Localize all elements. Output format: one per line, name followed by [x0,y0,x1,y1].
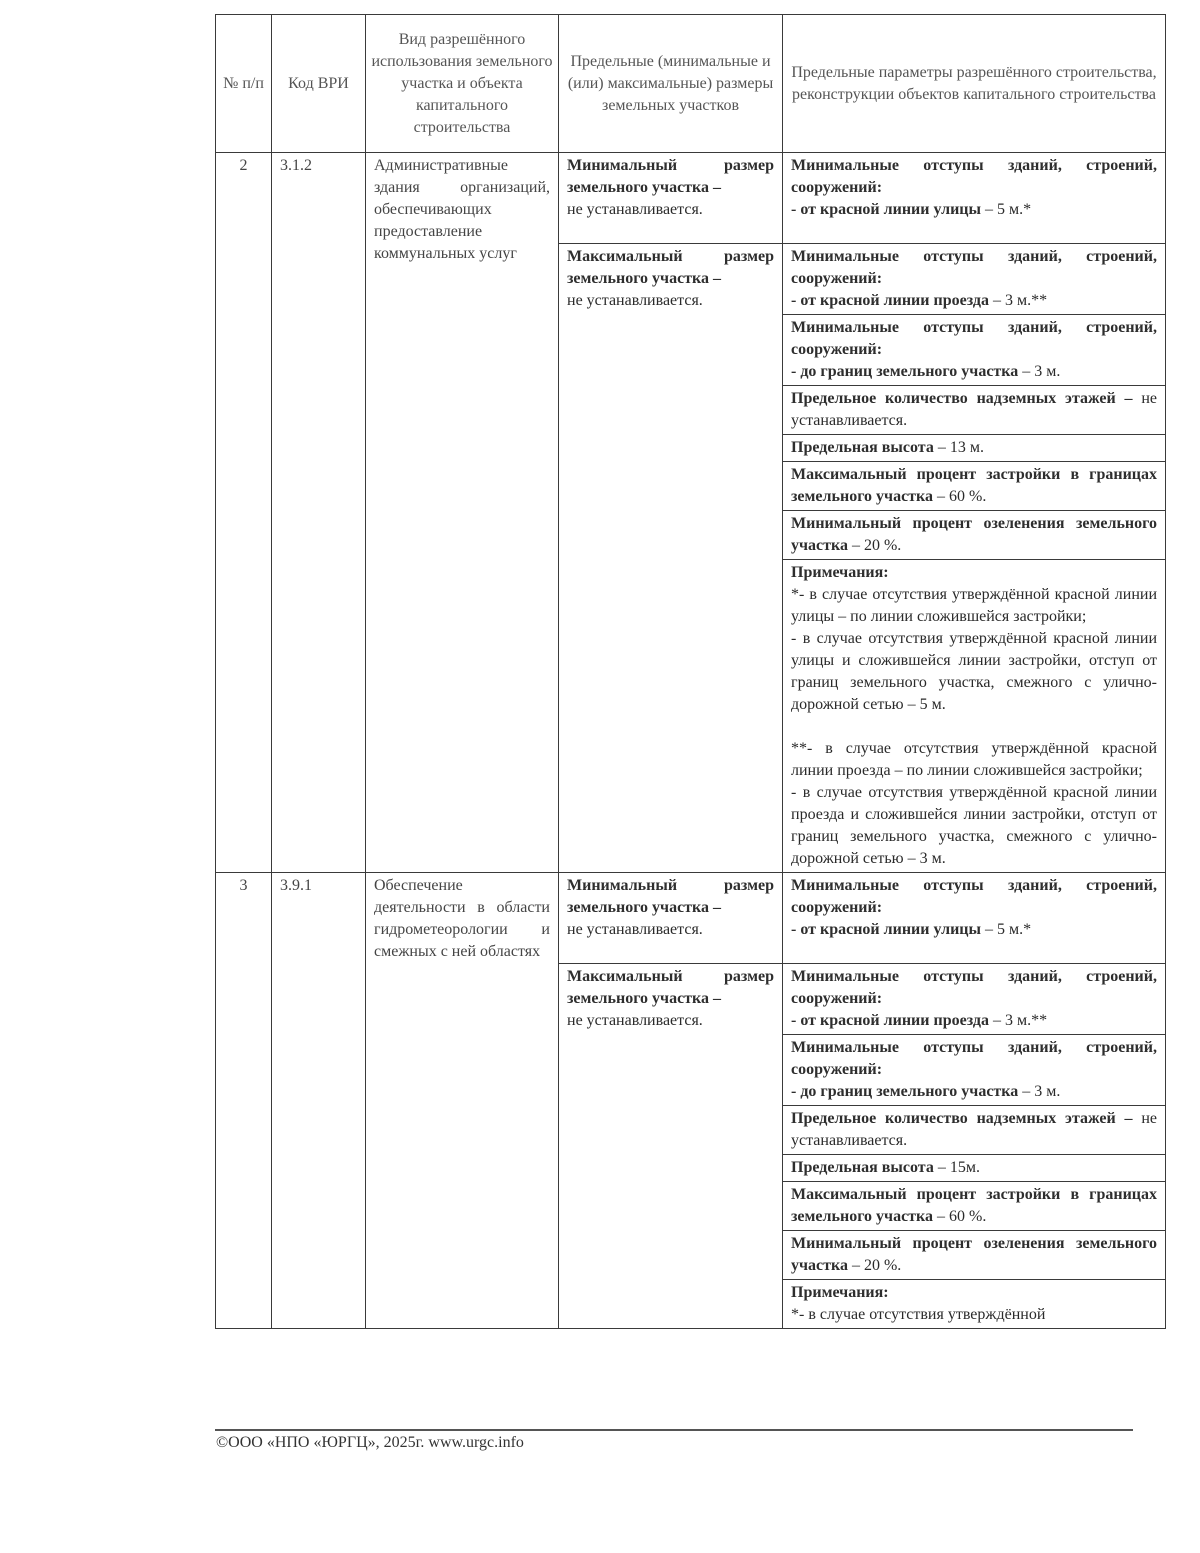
row-size-cell [559,873,783,1329]
row-size-cell [559,153,783,873]
row-code: 3.9.1 [272,873,366,1329]
size-max [559,964,782,1054]
table-row [216,873,1166,1329]
param-label: Предельная высота [791,439,934,456]
param-value: – 3 м.** [992,1012,1048,1029]
param-value: – 20 %. [851,537,902,554]
size-min-label: Минимальный размер земельного участка – [567,877,774,916]
param-value: не устанавливается. [791,1110,1158,1149]
param-height [783,1155,1165,1182]
row-code: 3.1.2 [272,153,366,873]
param-value: – 13 м. [937,439,984,456]
param-red-line-passage [783,964,1165,1035]
param-line: - от красной линии проезда [791,292,989,309]
footer-copyright: ©ООО «НПО «ЮРГЦ», 2025г. www.urgc.info [216,1434,524,1451]
size-max [559,244,782,334]
note-item: *- в случае отсутствия утверждённой красной линии улицы – по линии сложившейся застройки; [791,586,1157,625]
param-label: Минимальные отступы зданий, строений, сооружений: [791,1039,1157,1078]
zoning-parameters-table [215,14,1166,1329]
param-value: – 3 м.** [992,292,1048,309]
size-max-value: не устанавливается. [567,1012,703,1029]
param-label: Минимальные отступы зданий, строений, сооружений: [791,877,1157,916]
footer-divider [215,1429,1133,1431]
param-min-green-percent [783,511,1165,560]
size-min [559,873,782,964]
param-label: Предельное количество надземных этажей – [791,1110,1133,1127]
table-row [216,153,1166,873]
notes-title: Примечания: [791,564,889,581]
param-min-green-percent [783,1231,1165,1280]
size-max-value: не устанавливается. [567,292,703,309]
note-item: **- в случае отсутствия утверждённой красной линии проезда – по линии сложившейся застройки; [791,740,1157,779]
param-value: – 5 м.* [985,201,1032,218]
param-value: – 5 м.* [985,921,1032,938]
header-code: Код ВРИ [272,15,366,153]
param-value: – 60 %. [937,488,987,505]
size-min [559,153,782,244]
param-red-line-street [783,873,1165,964]
header-num: № п/п [216,15,272,153]
row-params-cell [783,153,1166,873]
table-header-row [216,15,1166,153]
param-label: Минимальный процент озеленения земельного участка [791,515,1157,554]
param-line: - до границ земельного участка [791,363,1019,380]
param-floors [783,386,1165,435]
row-use: Обеспечение деятельности в области гидрометеорологии и смежных с ней областях [366,873,559,1329]
param-value: – 15м. [937,1159,980,1176]
param-label: Минимальные отступы зданий, строений, сооружений: [791,248,1157,287]
param-red-line-passage [783,244,1165,315]
param-line: - от красной линии улицы [791,201,981,218]
param-height [783,435,1165,462]
note-item: - в случае отсутствия утверждённой красной линии проезда и сложившейся линии застройки, отступ от границ земельного участка, смежного с улично-дорожной сетью – 3 м. [791,784,1157,867]
param-label: Предельная высота [791,1159,934,1176]
row-num: 3 [216,873,272,1329]
param-label: Минимальные отступы зданий, строений, сооружений: [791,968,1157,1007]
param-max-build-percent [783,1182,1165,1231]
param-plot-border [783,1035,1165,1106]
param-label: Минимальный процент озеленения земельного участка [791,1235,1157,1274]
param-value: – 20 %. [851,1257,902,1274]
param-value: – 60 %. [937,1208,987,1225]
param-label: Минимальные отступы зданий, строений, сооружений: [791,319,1157,358]
param-max-build-percent [783,462,1165,511]
notes-block [783,560,1165,872]
row-use: Административные здания организаций, обеспечивающих предоставление коммунальных услуг [366,153,559,873]
param-value: – 3 м. [1022,1083,1061,1100]
row-num: 2 [216,153,272,873]
param-floors [783,1106,1165,1155]
row-params-cell [783,873,1166,1329]
param-line: - от красной линии проезда [791,1012,989,1029]
size-min-value: не устанавливается. [567,201,703,218]
param-value: – 3 м. [1022,363,1061,380]
notes-title: Примечания: [791,1284,889,1301]
param-value: не устанавливается. [791,390,1158,429]
param-label: Минимальные отступы зданий, строений, сооружений: [791,157,1157,196]
param-line: - от красной линии улицы [791,921,981,938]
param-line: - до границ земельного участка [791,1083,1019,1100]
header-use: Вид разрешённого использования земельного участка и объекта капитального строительства [366,15,559,153]
size-min-value: не устанавливается. [567,921,703,938]
param-red-line-street [783,153,1165,244]
size-max-label: Максимальный размер земельного участка – [567,968,774,1007]
param-plot-border [783,315,1165,386]
note-item: - в случае отсутствия утверждённой красной линии улицы и сложившейся линии застройки, отступ от границ земельного участка, смежного с улично-дорожной сетью – 5 м. [791,630,1157,713]
size-max-label: Максимальный размер земельного участка – [567,248,774,287]
notes-block [783,1280,1165,1328]
header-params: Предельные параметры разрешённого строительства, реконструкции объектов капитального строительства [783,15,1166,153]
param-label: Максимальный процент застройки в границах земельного участка [791,1186,1157,1225]
param-label: Максимальный процент застройки в границах земельного участка [791,466,1157,505]
note-item: *- в случае отсутствия утверждённой [791,1306,1046,1323]
size-min-label: Минимальный размер земельного участка – [567,157,774,196]
param-label: Предельное количество надземных этажей – [791,390,1133,407]
header-size: Предельные (минимальные и (или) максимальные) размеры земельных участков [559,15,783,153]
